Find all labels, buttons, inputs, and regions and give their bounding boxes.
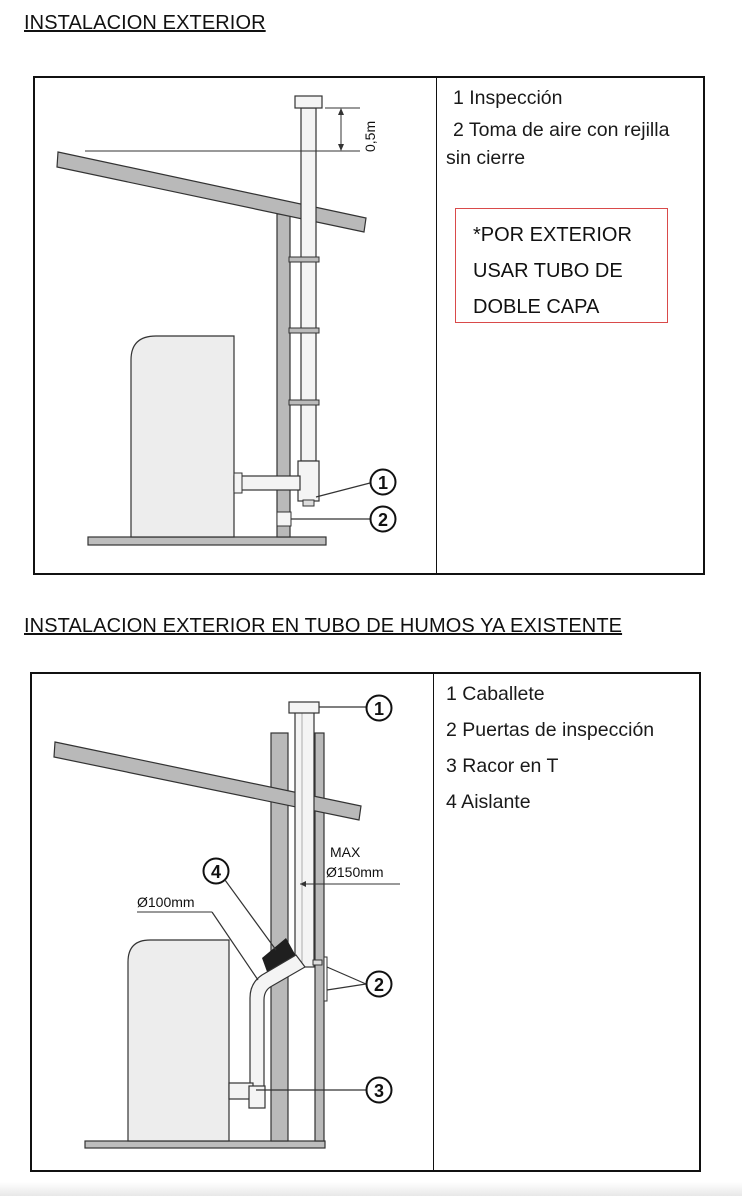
inspection-door-small xyxy=(313,960,322,965)
ground-slab xyxy=(85,1141,325,1148)
note-line-2: USAR TUBO DE xyxy=(473,260,623,282)
legend-item-3: 3 Racor en T xyxy=(446,755,559,777)
callout-3: 3 xyxy=(373,1081,385,1101)
legend-item-2: 2 Puertas de inspección xyxy=(446,719,655,741)
stove-body xyxy=(128,940,229,1141)
dimension-label: 0,5m xyxy=(362,120,378,152)
section1-heading: INSTALACION EXTERIOR xyxy=(24,12,266,34)
cap-caballete xyxy=(289,702,319,713)
max-label: MAX xyxy=(330,844,361,860)
legend-item-2-continued: sin cierre xyxy=(446,147,526,169)
tee-lower xyxy=(249,1086,265,1108)
pipe-diameter-label: Ø100mm xyxy=(137,894,195,910)
legend-item-1: 1 Inspección xyxy=(453,87,563,109)
section2-legend xyxy=(446,676,654,820)
legend-item-4: 4 Aislante xyxy=(446,791,531,813)
callout-2: 2 xyxy=(377,510,389,530)
legend-item-1: 1 Caballete xyxy=(446,683,545,705)
note-line-3: DOBLE CAPA xyxy=(473,296,600,318)
page-bottom-shade xyxy=(0,1182,742,1196)
callout-1: 1 xyxy=(377,473,389,493)
note-line-1: *POR EXTERIOR xyxy=(473,224,632,246)
inspection-door xyxy=(324,957,327,1001)
section2-heading: INSTALACION EXTERIOR EN TUBO DE HUMOS YA EXISTENTE xyxy=(24,615,623,637)
callout-1: 1 xyxy=(373,699,385,719)
inner-flue xyxy=(295,712,314,967)
callout-2: 2 xyxy=(373,975,385,995)
chimney-wall-right xyxy=(315,733,324,1141)
max-diameter-label: Ø150mm xyxy=(326,864,384,880)
callout-4: 4 xyxy=(210,862,222,882)
legend-item-2: 2 Toma de aire con rejilla xyxy=(453,119,670,141)
